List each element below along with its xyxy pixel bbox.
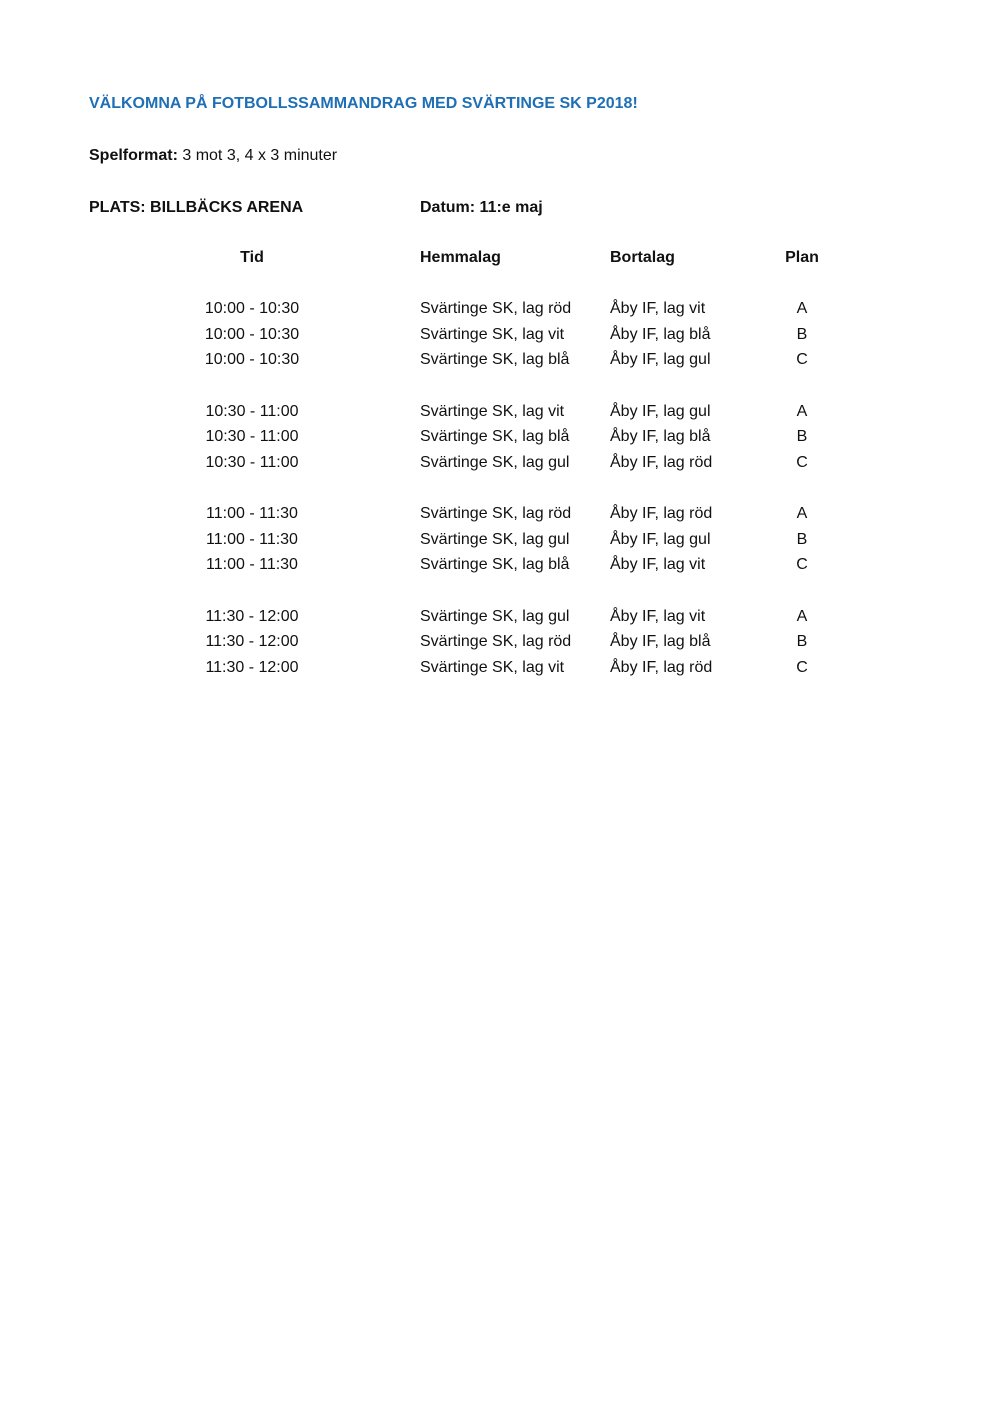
away-team: Åby IF, lag blå [610, 325, 711, 343]
pitch: A [796, 300, 808, 317]
header-time: Tid [240, 249, 264, 266]
game-format-value: 3 mot 3, 4 x 3 minuter [177, 147, 338, 164]
pitch: B [796, 428, 808, 446]
match-row [0, 531, 1000, 557]
pitch: C [796, 351, 808, 369]
event-date: Datum: 11:e maj [420, 199, 543, 216]
home-team: Svärtinge SK, lag röd [420, 505, 572, 522]
match-time: 10:30 - 11:00 [205, 453, 299, 471]
venue: PLATS: BILLBÄCKS ARENA [89, 199, 304, 216]
home-team: Svärtinge SK, lag blå [420, 428, 570, 446]
match-row [0, 428, 1000, 454]
home-team: Svärtinge SK, lag blå [420, 556, 570, 574]
pitch: C [796, 658, 808, 676]
pitch: C [796, 453, 808, 471]
time-slot-block [0, 403, 1000, 480]
match-row [0, 608, 1000, 634]
match-time: 11:30 - 12:00 [205, 633, 299, 651]
match-schedule [0, 300, 1000, 710]
home-team: Svärtinge SK, lag vit [420, 658, 565, 676]
time-slot-block [0, 300, 1000, 377]
match-time: 11:00 - 11:30 [206, 505, 298, 522]
match-row [0, 556, 1000, 582]
match-time: 11:30 - 12:00 [205, 607, 299, 625]
home-team: Svärtinge SK, lag blå [420, 351, 570, 369]
header-home-team: Hemmalag [420, 249, 501, 266]
game-format-label: Spelformat: [89, 147, 178, 164]
away-team: Åby IF, lag vit [610, 300, 706, 317]
match-row [0, 403, 1000, 429]
home-team: Svärtinge SK, lag vit [420, 325, 565, 343]
match-row [0, 300, 1000, 326]
away-team: Åby IF, lag blå [610, 633, 711, 651]
away-team: Åby IF, lag gul [610, 351, 711, 369]
match-time: 10:30 - 11:00 [205, 428, 299, 446]
away-team: Åby IF, lag gul [610, 530, 711, 548]
match-row [0, 633, 1000, 659]
home-team: Svärtinge SK, lag vit [420, 402, 565, 420]
time-slot-block [0, 608, 1000, 685]
match-time: 10:30 - 11:00 [205, 402, 299, 420]
home-team: Svärtinge SK, lag gul [420, 607, 570, 625]
away-team: Åby IF, lag röd [610, 505, 713, 522]
away-team: Åby IF, lag gul [610, 402, 711, 420]
pitch: A [796, 607, 808, 625]
home-team: Svärtinge SK, lag röd [420, 633, 572, 651]
match-row [0, 454, 1000, 480]
time-slot-block [0, 505, 1000, 582]
match-time: 11:00 - 11:30 [206, 556, 298, 574]
header-away-team: Bortalag [610, 249, 675, 266]
away-team: Åby IF, lag blå [610, 428, 711, 446]
pitch: A [796, 402, 808, 420]
pitch: A [796, 505, 808, 522]
match-time: 10:00 - 10:30 [204, 325, 300, 343]
game-format [89, 147, 337, 165]
home-team: Svärtinge SK, lag gul [420, 453, 570, 471]
match-row [0, 505, 1000, 531]
pitch: B [796, 325, 808, 343]
match-time: 11:30 - 12:00 [205, 658, 299, 676]
away-team: Åby IF, lag vit [610, 607, 706, 625]
match-time: 11:00 - 11:30 [206, 530, 298, 548]
match-row [0, 351, 1000, 377]
match-time: 10:00 - 10:30 [204, 351, 300, 369]
away-team: Åby IF, lag röd [610, 658, 713, 676]
match-row [0, 326, 1000, 352]
page-title: VÄLKOMNA PÅ FOTBOLLSSAMMANDRAG MED SVÄRTINGE SK P2018! [89, 95, 638, 112]
pitch: B [796, 633, 808, 651]
match-row [0, 659, 1000, 685]
match-time: 10:00 - 10:30 [204, 300, 300, 317]
away-team: Åby IF, lag vit [610, 556, 706, 574]
pitch: C [796, 556, 808, 574]
away-team: Åby IF, lag röd [610, 453, 713, 471]
pitch: B [796, 530, 808, 548]
home-team: Svärtinge SK, lag gul [420, 530, 570, 548]
home-team: Svärtinge SK, lag röd [420, 300, 572, 317]
header-pitch: Plan [785, 249, 819, 266]
